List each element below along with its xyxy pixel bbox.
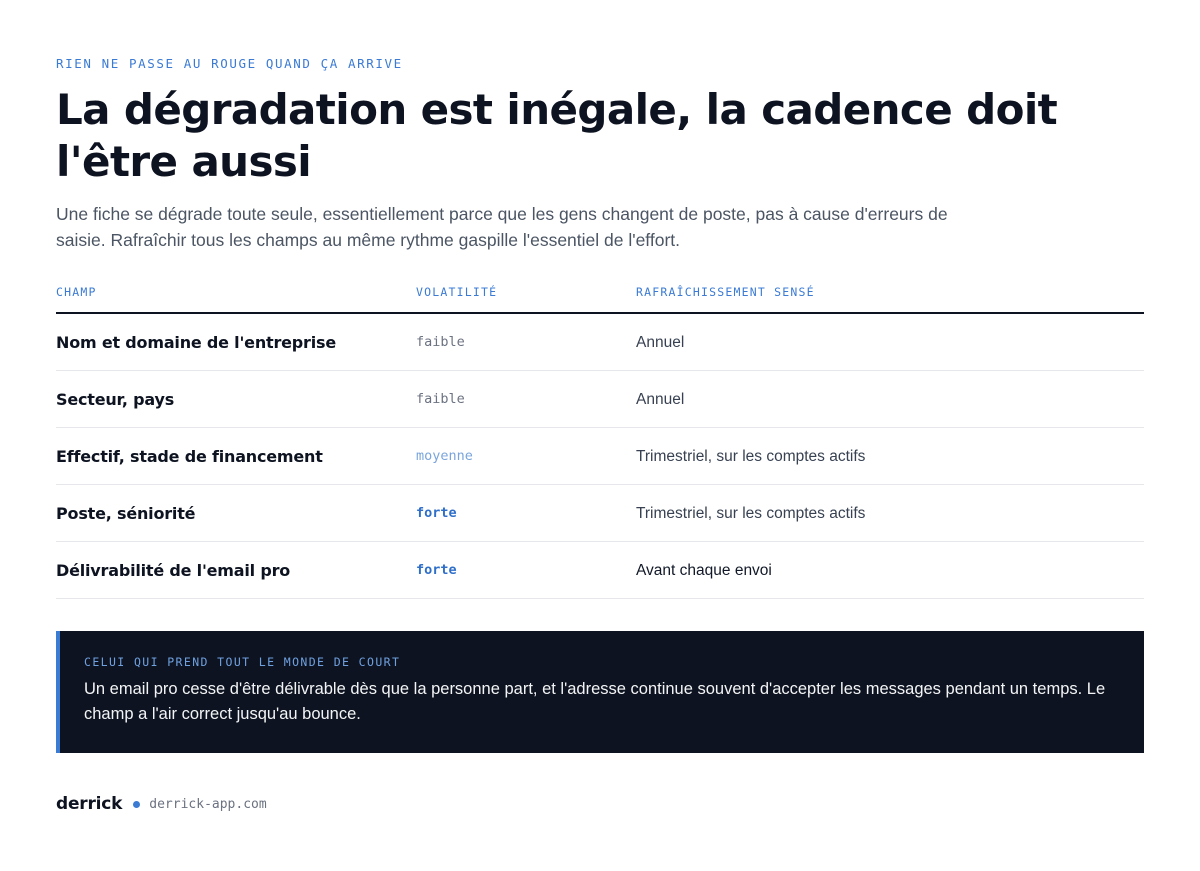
refresh-cadence: Avant chaque envoi — [636, 562, 772, 579]
table-row — [56, 371, 1144, 428]
field-name: Secteur, pays — [56, 390, 175, 409]
table-row — [56, 428, 1144, 485]
table-row — [56, 542, 1144, 599]
page-title: La dégradation est inégale, la cadence doit l'être aussi — [56, 85, 1058, 186]
field-name: Délivrabilité de l'email pro — [56, 561, 291, 580]
callout-eyebrow: CELUI QUI PREND TOUT LE MONDE DE COURT — [84, 655, 401, 669]
volatility-value: faible — [416, 391, 465, 407]
table-header — [56, 276, 1144, 314]
volatility-value: moyenne — [416, 448, 473, 464]
footer — [56, 792, 267, 816]
field-name: Nom et domaine de l'entreprise — [56, 333, 337, 352]
site-domain: derrick-app.com — [149, 796, 267, 812]
callout-text: Un email pro cesse d'être délivrable dès que la personne part, et l'adresse continue souvent d'accepter les messages pendant un temps. Le champ a l'air correct jusqu'au bounce. — [84, 680, 1106, 723]
volatility-table — [56, 276, 1144, 599]
intro-paragraph: Une fiche se dégrade toute seule, essentiellement parce que les gens changent de poste, pas à cause d'erreurs de saisie. Rafraîchir tous les champs au même rythme gaspille l'essentiel de l'effort. — [56, 204, 948, 250]
refresh-cadence: Annuel — [636, 391, 685, 408]
table-row — [56, 485, 1144, 542]
table-row — [56, 314, 1144, 371]
refresh-cadence: Trimestriel, sur les comptes actifs — [636, 448, 866, 465]
refresh-cadence: Trimestriel, sur les comptes actifs — [636, 505, 866, 522]
field-name: Effectif, stade de financement — [56, 447, 323, 466]
eyebrow-label: RIEN NE PASSE AU ROUGE QUAND ÇA ARRIVE — [56, 56, 403, 71]
column-header-volatility: VOLATILITÉ — [416, 285, 498, 299]
refresh-cadence: Annuel — [636, 334, 685, 351]
separator-dot-icon — [133, 801, 140, 808]
column-header-refresh: RAFRAÎCHISSEMENT SENSÉ — [636, 285, 815, 299]
field-name: Poste, séniorité — [56, 504, 196, 523]
volatility-value: forte — [416, 505, 457, 521]
volatility-value: forte — [416, 562, 457, 578]
column-header-field: CHAMP — [56, 285, 97, 299]
brand-logo: derrick — [56, 794, 123, 814]
callout-box — [56, 631, 1144, 753]
volatility-value: faible — [416, 334, 465, 350]
